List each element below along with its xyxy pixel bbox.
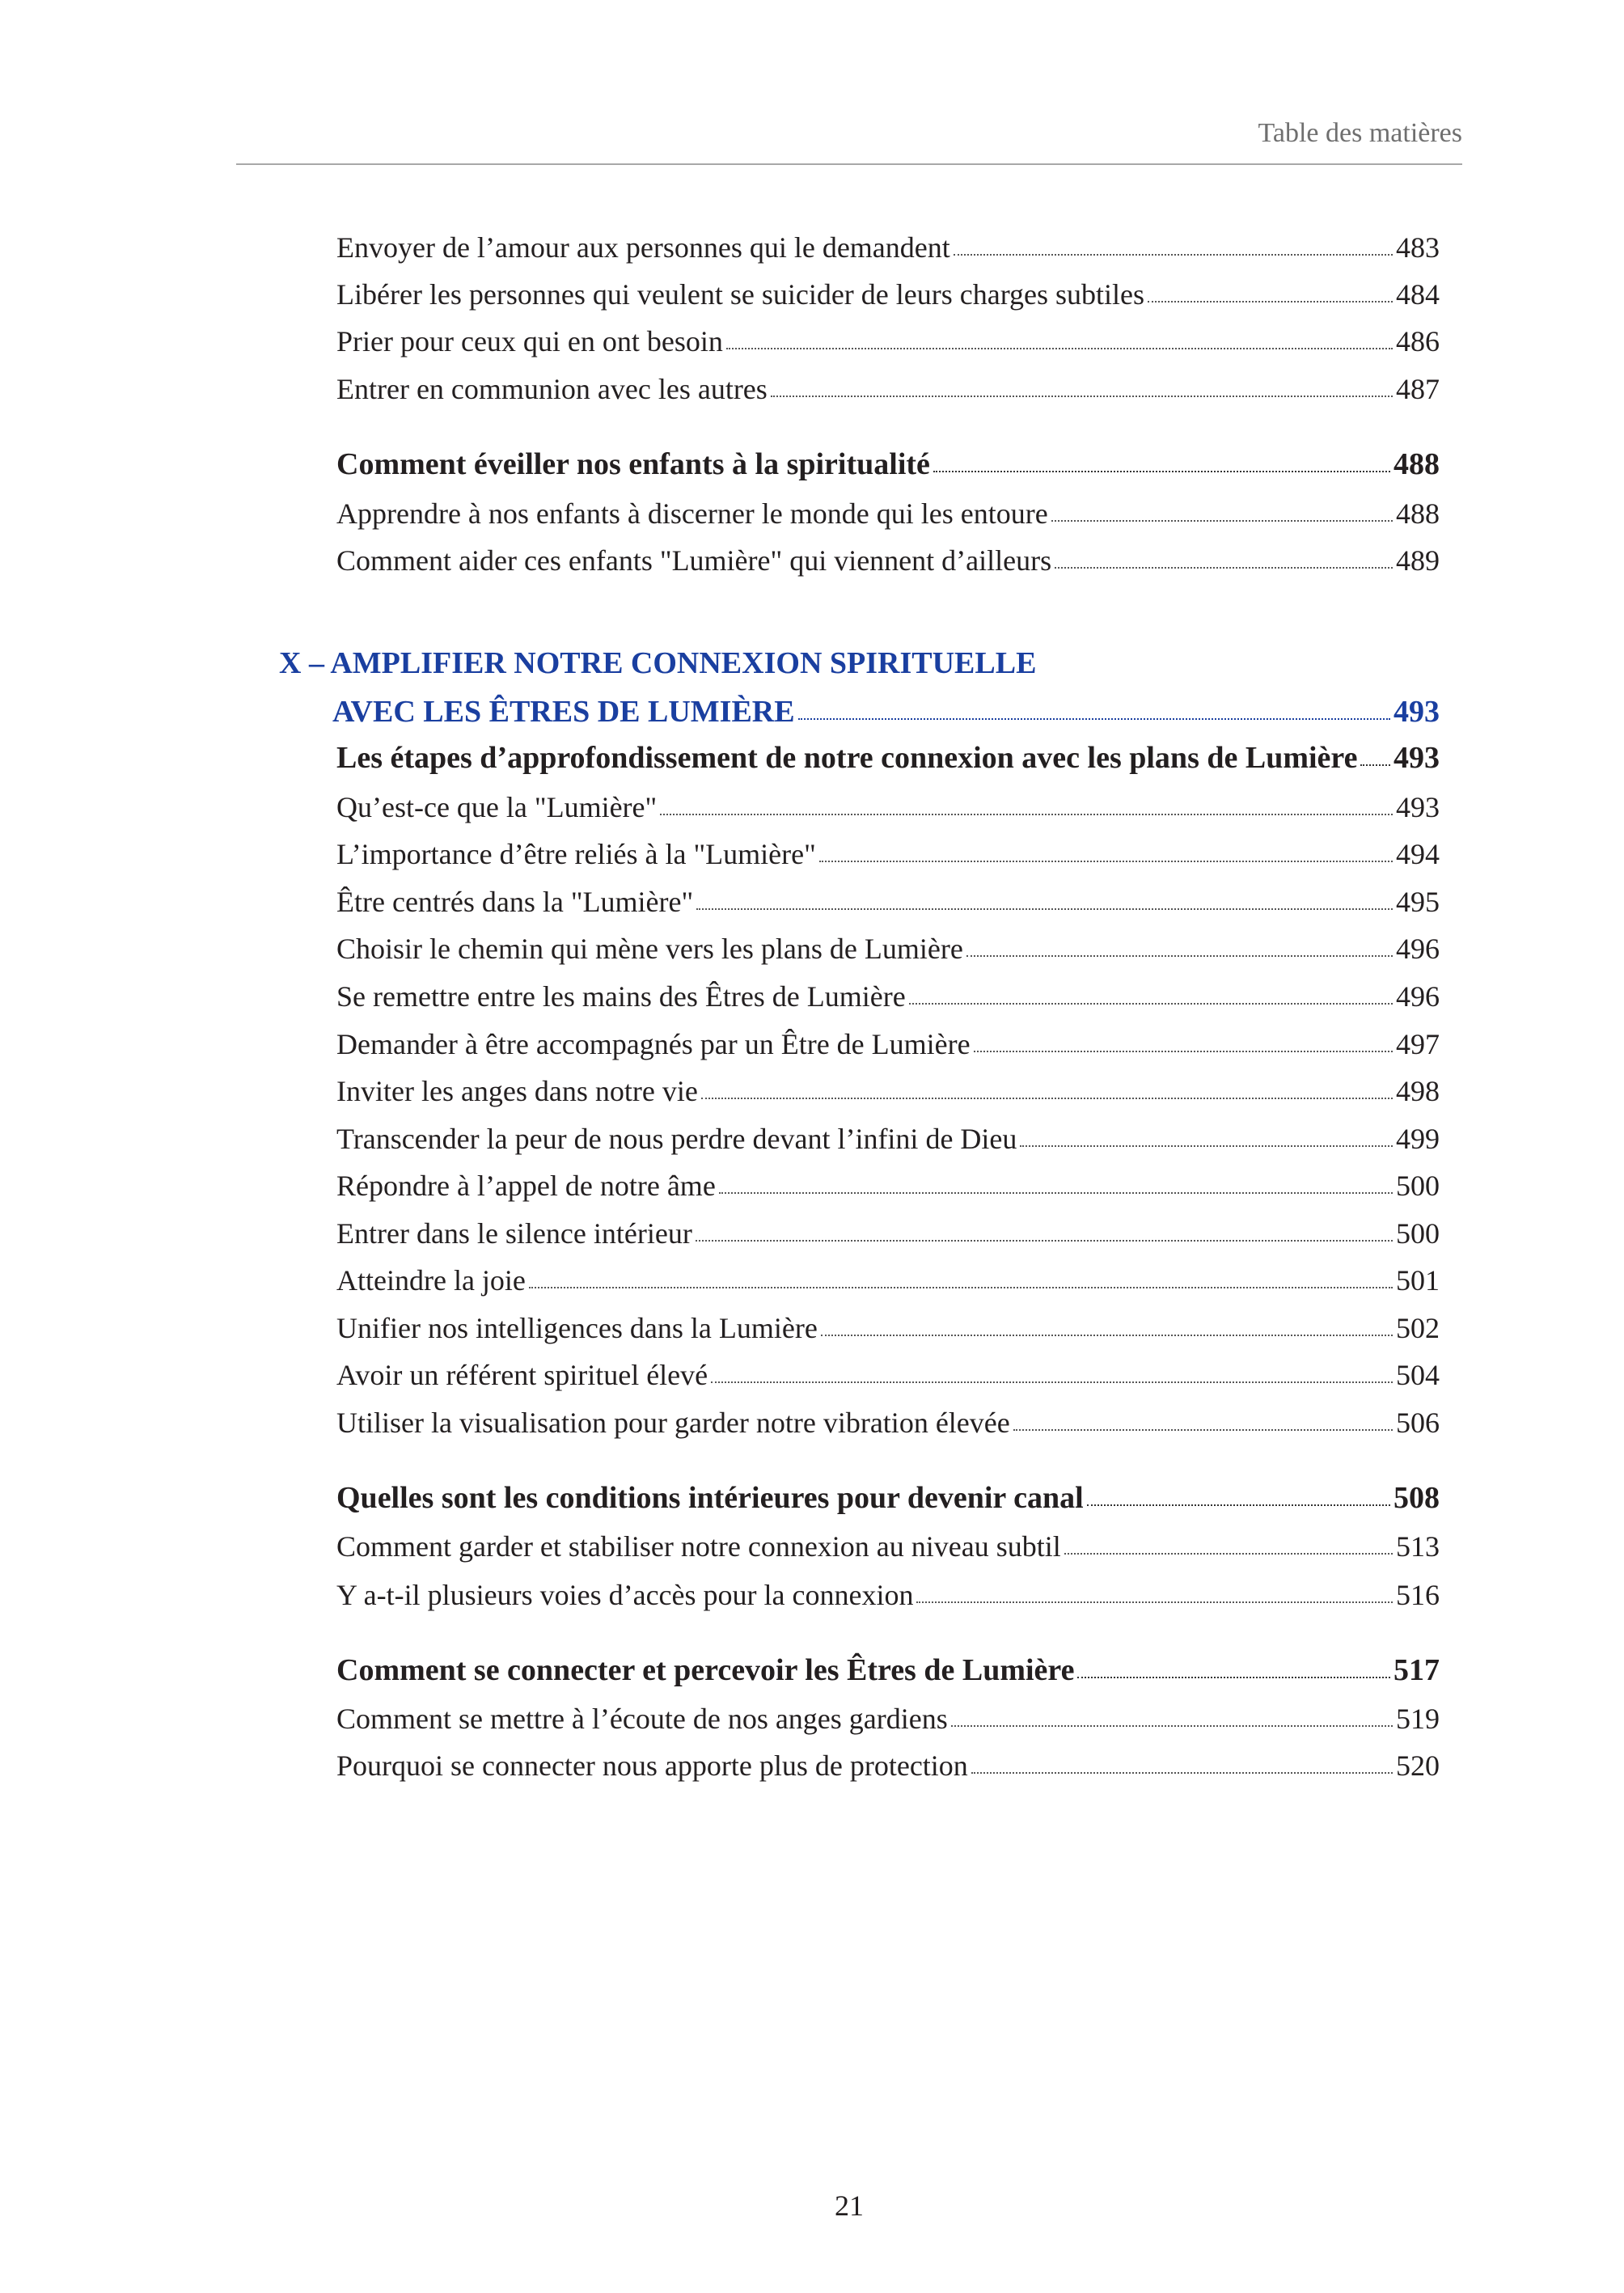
toc-entry-label: Se remettre entre les mains des Êtres de Lumière (336, 980, 906, 1013)
toc-entry-page: 494 (1396, 838, 1440, 870)
page-number: 21 (835, 2189, 864, 2222)
toc-entry[interactable] (336, 1026, 1440, 1062)
toc-entry-label: Pourquoi se connecter nous apporte plus de protection (336, 1749, 968, 1782)
dot-leader (726, 348, 1393, 349)
toc-entry[interactable] (336, 931, 1440, 967)
dot-leader (933, 471, 1390, 472)
toc-entry-page: 487 (1396, 373, 1440, 405)
toc-entry-page: 486 (1396, 325, 1440, 357)
toc-entry[interactable] (336, 1263, 1440, 1298)
dot-leader (916, 1601, 1393, 1603)
toc-entry-page: 500 (1396, 1217, 1440, 1250)
toc-entry-label: Transcender la peur de nous perdre devant l’infini de Dieu (336, 1123, 1017, 1155)
toc-entry-label: Comment aider ces enfants "Lumière" qui viennent d’ailleurs (336, 544, 1052, 577)
toc-section-heading[interactable] (336, 1652, 1440, 1688)
toc-entry-page: 489 (1396, 544, 1440, 577)
dot-leader (696, 1240, 1393, 1242)
toc-section-page: 508 (1394, 1481, 1440, 1515)
toc-entry-page: 506 (1396, 1407, 1440, 1439)
dot-leader (821, 1335, 1393, 1336)
toc-entry-page: 500 (1396, 1170, 1440, 1202)
toc-section-page: 488 (1394, 447, 1440, 481)
toc-entry-label: Entrer en communion avec les autres (336, 373, 768, 405)
toc-entry[interactable] (336, 979, 1440, 1014)
toc-entry-page: 513 (1396, 1530, 1440, 1563)
toc-entry-page: 493 (1396, 791, 1440, 823)
toc-entry[interactable] (336, 1121, 1440, 1157)
dot-leader (701, 1098, 1393, 1099)
toc-entry[interactable] (336, 1073, 1440, 1109)
toc-entry[interactable] (336, 789, 1440, 825)
toc-entry[interactable] (336, 277, 1440, 312)
toc-entry-page: 516 (1396, 1579, 1440, 1611)
dot-leader (974, 1051, 1393, 1052)
dot-leader (771, 396, 1393, 397)
toc-section-page: 493 (1394, 741, 1440, 775)
toc-entry-page: 488 (1396, 497, 1440, 530)
toc-entry-page: 496 (1396, 980, 1440, 1013)
dot-leader (966, 955, 1393, 957)
toc-entry[interactable] (336, 1529, 1440, 1564)
toc-section-title: Les étapes d’approfondissement de notre connexion avec les plans de Lumière (336, 741, 1358, 775)
chapter-heading-title: AVEC LES ÊTRES DE LUMIÈRE (332, 695, 795, 729)
toc-entry-label: Unifier nos intelligences dans la Lumière (336, 1312, 818, 1344)
toc-entry-label: Choisir le chemin qui mène vers les plans de Lumière (336, 933, 963, 965)
chapter-heading-line1[interactable]: X – AMPLIFIER NOTRE CONNEXION SPIRITUELLE (279, 646, 1037, 680)
toc-entry-label: L’importance d’être reliés à la "Lumière" (336, 838, 816, 870)
toc-entry[interactable] (336, 543, 1440, 578)
toc-entry-label: Envoyer de l’amour aux personnes qui le demandent (336, 231, 950, 264)
toc-entry[interactable] (336, 371, 1440, 407)
toc-section-title: Comment éveiller nos enfants à la spiritualité (336, 447, 930, 481)
toc-entry[interactable] (336, 1216, 1440, 1251)
dot-leader (798, 718, 1390, 720)
dot-leader (971, 1772, 1393, 1774)
toc-entry[interactable] (336, 1405, 1440, 1441)
toc-entry[interactable] (336, 324, 1440, 359)
dot-leader (1055, 567, 1393, 569)
toc-entry[interactable] (336, 836, 1440, 872)
toc-entry[interactable] (336, 1577, 1440, 1613)
toc-entry[interactable] (336, 1168, 1440, 1204)
toc-section-heading[interactable] (336, 446, 1440, 482)
toc-entry-page: 496 (1396, 933, 1440, 965)
running-header-title: Table des matières (1258, 118, 1462, 148)
toc-entry-page: 483 (1396, 231, 1440, 264)
toc-section-title: Quelles sont les conditions intérieures pour devenir canal (336, 1481, 1084, 1515)
dot-leader (1020, 1145, 1393, 1147)
toc-entry-label: Libérer les personnes qui veulent se suicider de leurs charges subtiles (336, 278, 1145, 311)
dot-leader (1051, 520, 1393, 522)
toc-section-heading[interactable] (336, 1480, 1440, 1516)
dot-leader (909, 1003, 1393, 1005)
toc-entry-page: 501 (1396, 1264, 1440, 1297)
toc-entry-page: 502 (1396, 1312, 1440, 1344)
toc-entry-label: Comment garder et stabiliser notre connexion au niveau subtil (336, 1530, 1061, 1563)
dot-leader (1148, 301, 1393, 302)
dot-leader (719, 1192, 1393, 1194)
toc-entry-page: 499 (1396, 1123, 1440, 1155)
chapter-page: 493 (1394, 695, 1440, 729)
toc-entry-page: 504 (1396, 1359, 1440, 1391)
toc-entry-page: 495 (1396, 886, 1440, 918)
toc-entry-label: Comment se mettre à l’écoute de nos anges gardiens (336, 1703, 948, 1735)
dot-leader (1087, 1504, 1390, 1506)
toc-entry-label: Demander à être accompagnés par un Être de Lumière (336, 1028, 971, 1060)
toc-entry-label: Qu’est-ce que la "Lumière" (336, 791, 658, 823)
toc-entry-label: Avoir un référent spirituel élevé (336, 1359, 708, 1391)
toc-section-title: Comment se connecter et percevoir les Êtres de Lumière (336, 1653, 1075, 1687)
dot-leader (529, 1287, 1393, 1288)
dot-leader (1064, 1553, 1393, 1555)
toc-entry-page: 498 (1396, 1075, 1440, 1107)
toc-entry-label: Prier pour ceux qui en ont besoin (336, 325, 723, 357)
toc-entry[interactable] (336, 1310, 1440, 1346)
toc-entry[interactable] (336, 230, 1440, 265)
toc-entry-label: Être centrés dans la "Lumière" (336, 886, 694, 918)
toc-entry-label: Entrer dans le silence intérieur (336, 1217, 692, 1250)
toc-entry-page: 497 (1396, 1028, 1440, 1060)
toc-entry-label: Atteindre la joie (336, 1264, 526, 1297)
toc-entry-label: Apprendre à nos enfants à discerner le monde qui les entoure (336, 497, 1048, 530)
toc-entry-page: 519 (1396, 1703, 1440, 1735)
toc-entry-page: 484 (1396, 278, 1440, 311)
dot-leader (954, 254, 1393, 256)
toc-entry[interactable] (336, 1701, 1440, 1737)
toc-section-page: 517 (1394, 1653, 1440, 1687)
dot-leader (1360, 764, 1390, 766)
header-divider (236, 163, 1462, 165)
chapter-heading-line2[interactable] (332, 693, 1440, 730)
dot-leader (696, 908, 1393, 910)
toc-section-heading[interactable] (336, 740, 1440, 776)
dot-leader (1077, 1677, 1390, 1678)
dot-leader (951, 1725, 1393, 1727)
dot-leader (819, 861, 1393, 862)
toc-entry-label: Inviter les anges dans notre vie (336, 1075, 698, 1107)
dot-leader (1013, 1429, 1393, 1431)
toc-entry[interactable] (336, 1357, 1440, 1393)
toc-entry[interactable] (336, 884, 1440, 920)
toc-entry[interactable] (336, 1748, 1440, 1783)
toc-entry-label: Répondre à l’appel de notre âme (336, 1170, 716, 1202)
toc-entry-page: 520 (1396, 1749, 1440, 1782)
toc-entry-label: Y a-t-il plusieurs voies d’accès pour la connexion (336, 1579, 914, 1611)
dot-leader (711, 1381, 1393, 1383)
toc-entry-label: Utiliser la visualisation pour garder notre vibration élevée (336, 1407, 1010, 1439)
dot-leader (660, 814, 1393, 815)
toc-entry[interactable] (336, 496, 1440, 531)
